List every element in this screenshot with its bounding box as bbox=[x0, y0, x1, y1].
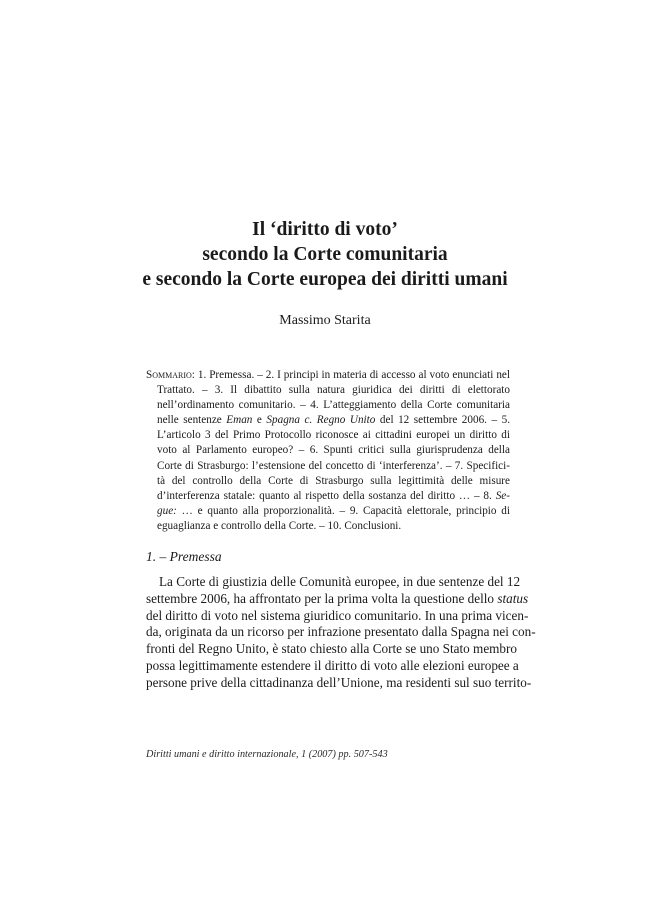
body-line-4: da, originata da un ricorso per infrazione presentato dalla Spagna nei con- bbox=[146, 624, 536, 640]
summary-line-9: d’interferenza statale: quanto al rispetto della sostanza del diritto … – 8. Se- bbox=[157, 489, 510, 502]
summary-line-10: gue: … e quanto alla proporzionalità. – 9. Capacità elettorale, principio di bbox=[157, 504, 510, 517]
summary-line-11: eguaglianza e controllo della Corte. – 10. Conclusioni. bbox=[157, 519, 402, 532]
body-paragraph bbox=[146, 574, 536, 692]
summary-line-5: L’articolo 3 del Primo Protocollo riconosce ai cittadini europei un diritto di bbox=[157, 429, 510, 442]
summary-block bbox=[146, 368, 510, 534]
body-line-3: del diritto di voto nel sistema giuridico comunitario. In una prima vicen- bbox=[146, 607, 529, 623]
title-line-2: secondo la Corte comunitaria bbox=[202, 244, 448, 265]
summary-line-4: nelle sentenze Eman e Spagna c. Regno Unito del 12 settembre 2006. – 5. bbox=[157, 414, 510, 427]
title-line-1: Il ‘diritto di voto’ bbox=[252, 219, 398, 240]
summary-line-1: Sommario: 1. Premessa. – 2. I principi in materia di accesso al voto enunciati nel bbox=[146, 369, 510, 381]
summary-label: Sommario: bbox=[146, 369, 195, 381]
body-line-6: possa legittimamente estendere il diritto di voto alle elezioni europee a bbox=[146, 657, 519, 673]
author-name: Massimo Starita bbox=[279, 313, 371, 328]
paper-title bbox=[0, 217, 650, 292]
body-line-7: persone prive della cittadinanza dell’Unione, ma residenti sul suo territo- bbox=[146, 674, 532, 690]
summary-line-8: tà del controllo della Corte di Strasburgo sulla legittimità delle misure bbox=[157, 474, 510, 487]
summary-line-2: Trattato. – 3. Il dibattito sulla natura giuridica dei diritti di elettorato bbox=[157, 384, 510, 397]
body-line-5: fronti del Regno Unito, è stato chiesto alla Corte se uno Stato membro bbox=[146, 641, 518, 657]
journal-footer: Diritti umani e diritto internazionale, 1 (2007) pp. 507-543 bbox=[146, 749, 388, 760]
title-line-3: e secondo la Corte europea dei diritti umani bbox=[142, 269, 508, 290]
summary-line-6: voto al Parlamento europeo? – 6. Spunti critici sulla giurisprudenza della bbox=[157, 444, 510, 457]
summary-line-3: nell’ordinamento comunitario. – 4. L’atteggiamento della Corte comunitaria bbox=[157, 399, 510, 412]
body-line-1: La Corte di giustizia delle Comunità europee, in due sentenze del 12 bbox=[159, 574, 521, 589]
section-heading: 1. – Premessa bbox=[146, 549, 222, 564]
summary-line-7: Corte di Strasburgo: l’estensione del concetto di ‘interferenza’. – 7. Specifici- bbox=[157, 459, 510, 472]
body-line-2: settembre 2006, ha affrontato per la prima volta la questione dello status bbox=[146, 590, 529, 606]
